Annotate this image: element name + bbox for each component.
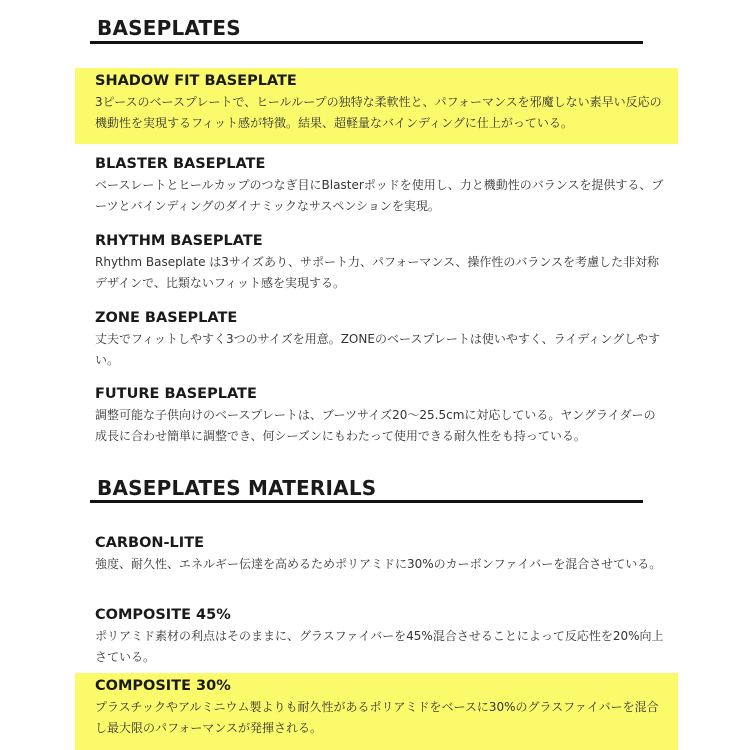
baseplate-item-shadow-fit [75, 68, 678, 144]
item-title: COMPOSITE 45% [95, 607, 231, 623]
item-description: 調整可能な子供向けのベースプレートは、ブーツサイズ20～25.5cmに対応している。ヤングライダーの成長に合わせ簡単に調整でき、何シーズンにもわたって使用できる耐久性をも持っている。 [95, 408, 656, 443]
item-description: ベースレートとヒールカップのつなぎ目にBlasterポッドを使用し、力と機動性のバランスを提供する、ブーツとバインディングのダイナミックなサスペンションを実現。 [95, 178, 664, 213]
item-title: SHADOW FIT BASEPLATE [95, 73, 297, 89]
baseplate-item-rhythm [75, 228, 678, 298]
material-item-composite-45 [75, 602, 678, 668]
section-divider [90, 41, 643, 44]
item-description: 3ピースのベースプレートで、ヒールループの独特な柔軟性と、パフォーマンスを邪魔しない素早い反応の機動性を実現するフィット感が特徴。結果、超軽量なバインディングに仕上がっている。 [95, 95, 662, 130]
item-title: BLASTER BASEPLATE [95, 156, 266, 172]
section-title-baseplates-materials: BASEPLATES MATERIALS [97, 476, 377, 500]
section-title-baseplates: BASEPLATES [97, 16, 241, 40]
item-title: RHYTHM BASEPLATE [95, 233, 263, 249]
item-description: プラスチックやアルミニウム製よりも耐久性があるポリアミドをベースに30%のグラスファイバーを混合し最大限のパフォーマンスが発揮される。 [95, 700, 659, 735]
item-title: COMPOSITE 30% [95, 678, 231, 694]
item-description: ポリアミド素材の利点はそのままに、グラスファイバーを45%混合させることによって反応性を20%向上さている。 [95, 629, 664, 664]
baseplate-item-zone [75, 305, 678, 375]
item-description: Rhythm Baseplate は3サイズあり、サポート力、パフォーマンス、操作性のバランスを考慮した非対称デザインで、比類ないフィット感を実現する。 [95, 255, 660, 290]
material-item-carbon-lite [75, 530, 678, 600]
item-description: 強度、耐久性、エネルギー伝達を高めるためポリアミドに30%のカーボンファイバーを混合させている。 [95, 557, 662, 571]
baseplate-item-future [75, 381, 678, 451]
item-title: FUTURE BASEPLATE [95, 386, 257, 402]
item-title: ZONE BASEPLATE [95, 310, 238, 326]
section-divider [90, 500, 643, 503]
baseplate-item-blaster [75, 151, 678, 221]
item-description: 丈夫でフィットしやすく3つのサイズを用意。ZONEのベースプレートは使いやすく、ライディングしやすい。 [95, 332, 661, 367]
item-title: CARBON-LITE [95, 535, 204, 551]
material-item-composite-30 [75, 673, 678, 750]
